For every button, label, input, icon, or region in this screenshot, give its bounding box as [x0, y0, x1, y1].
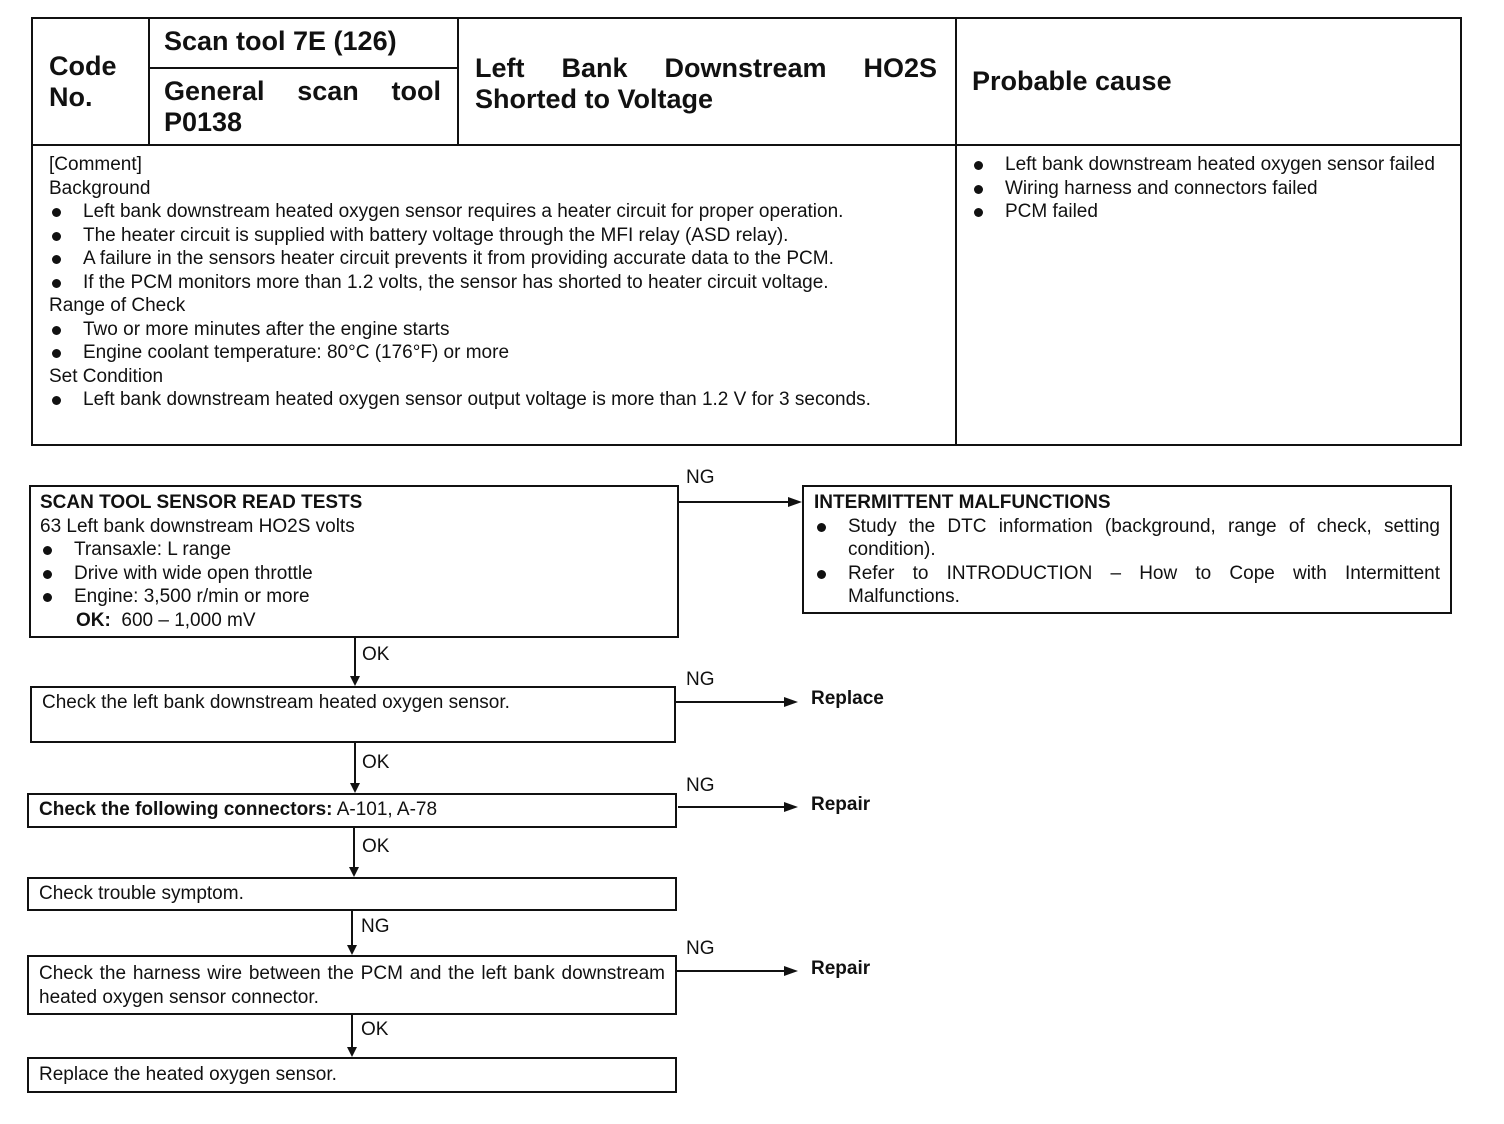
check-connectors-label: Check the following connectors:: [39, 799, 333, 820]
list-item: Transaxle: L range: [40, 538, 668, 562]
replace-result: Replace: [811, 688, 884, 709]
ng-label: NG: [686, 938, 715, 959]
ok-criterion: [40, 609, 668, 633]
ok-label: OK: [362, 644, 390, 665]
ok-label: OK: [361, 1019, 389, 1040]
repair-result: Repair: [811, 794, 871, 815]
check-trouble-symptom-box: Check trouble symptom.: [27, 877, 677, 911]
ng-label: NG: [361, 916, 390, 937]
bullet-icon: [817, 570, 826, 579]
bullet-icon: [43, 570, 52, 579]
general-scan-tool-code: General scan tool P0138: [164, 76, 441, 137]
dtc-title: Left Bank Downstream HO2S Shorted to Voltage: [475, 53, 937, 114]
connector-ids: A-101, A-78: [336, 799, 438, 820]
list-item: A failure in the sensors heater circuit prevents it from providing accurate data to the PCM.: [49, 247, 939, 271]
list-item: PCM failed: [971, 200, 1445, 224]
code-no-heading: Code No.: [49, 51, 117, 112]
step-subtitle: 63 Left bank downstream HO2S volts: [40, 515, 355, 537]
check-connectors-box: [27, 793, 677, 828]
list-item: Engine: 3,500 r/min or more: [40, 585, 668, 609]
background-heading: Background: [49, 177, 151, 199]
intermittent-list: [814, 515, 1440, 609]
list-item: Refer to INTRODUCTION – How to Cope with Intermittent Malfunctions.: [814, 562, 1440, 609]
probable-cause-heading: Probable cause: [972, 66, 1172, 96]
list-item: Two or more minutes after the engine starts: [49, 318, 939, 342]
set-condition-heading: Set Condition: [49, 365, 164, 387]
intermittent-title: INTERMITTENT MALFUNCTIONS: [814, 492, 1111, 513]
ng-label: NG: [686, 467, 715, 488]
list-item: Engine coolant temperature: 80°C (176°F) or more: [49, 341, 939, 365]
scan-tool-test-box: [29, 485, 679, 638]
check-harness-wire-box: Check the harness wire between the PCM and the left bank downstream heated oxygen sensor connector.: [27, 955, 677, 1015]
bullet-icon: [43, 546, 52, 555]
list-item: Left bank downstream heated oxygen sensor failed: [971, 153, 1445, 177]
check-sensor-box: Check the left bank downstream heated oxygen sensor.: [30, 686, 676, 743]
list-item: Left bank downstream heated oxygen sensor requires a heater circuit for proper operation.: [49, 200, 939, 224]
ok-label: OK: [362, 752, 390, 773]
list-item: Wiring harness and connectors failed: [971, 177, 1445, 201]
ok-criterion-label: OK:: [76, 609, 111, 631]
comment-tag: [Comment]: [49, 154, 142, 175]
bullet-icon: [817, 523, 826, 532]
ng-label: NG: [686, 669, 715, 690]
repair-result: Repair: [811, 958, 871, 979]
bullet-icon: [43, 593, 52, 602]
range-heading: Range of Check: [49, 295, 186, 316]
list-item: Study the DTC information (background, range of check, setting condition).: [814, 515, 1440, 562]
list-item: The heater circuit is supplied with battery voltage through the MFI relay (ASD relay).: [49, 224, 939, 248]
list-item: If the PCM monitors more than 1.2 volts, the sensor has shorted to heater circuit voltage.: [49, 271, 939, 295]
scan-tool-7e-code: Scan tool 7E (126): [164, 26, 397, 56]
ok-criterion-value: 600 – 1,000 mV: [121, 609, 256, 631]
intermittent-malfunctions-box: [802, 485, 1452, 614]
step-conditions: [40, 538, 668, 609]
ng-label: NG: [686, 775, 715, 796]
ok-label: OK: [362, 836, 390, 857]
step-title: SCAN TOOL SENSOR READ TESTS: [40, 492, 363, 513]
replace-sensor-box: Replace the heated oxygen sensor.: [27, 1057, 677, 1093]
list-item: Drive with wide open throttle: [40, 562, 668, 586]
list-item: Left bank downstream heated oxygen sensor output voltage is more than 1.2 V for 3 seconds.: [49, 388, 939, 412]
